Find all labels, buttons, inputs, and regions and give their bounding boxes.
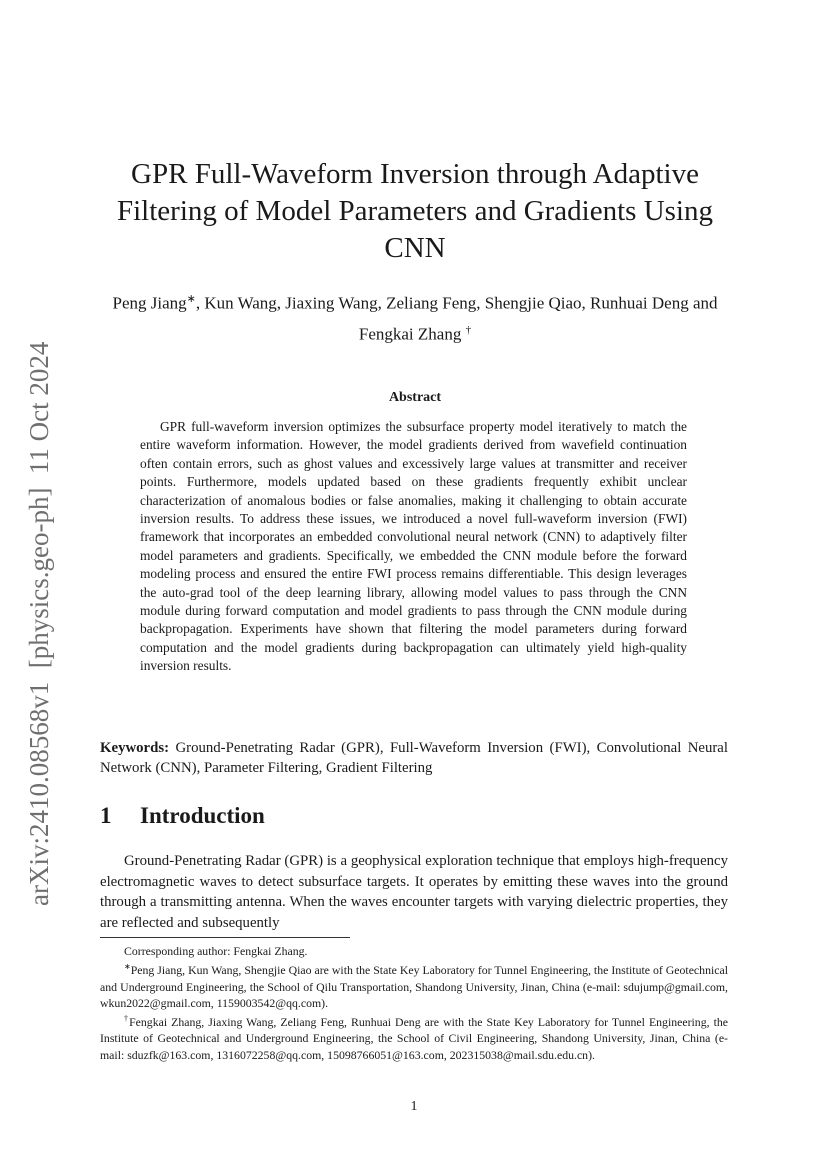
footnote-2-mark: † xyxy=(124,1014,130,1024)
paper-title: GPR Full-Waveform Inversion through Adaptive Filtering of Model Parameters and Gradients Using CNN xyxy=(117,158,713,264)
footnote-affiliation-2 xyxy=(100,1011,728,1063)
section-heading xyxy=(100,803,265,829)
footnote-mark-star: ∗ xyxy=(186,293,196,305)
keywords-label: Keywords: xyxy=(100,740,170,756)
first-author: Peng Jiang xyxy=(112,293,187,313)
section-title: Introduction xyxy=(140,803,265,828)
footnote-1-mark: ∗ xyxy=(124,962,131,972)
arxiv-side-stamp xyxy=(10,330,60,910)
footnote-1-text: Peng Jiang, Kun Wang, Shengjie Qiao are with the State Key Laboratory for Tunnel Engineering, the Institute of Geotechnical and Underground Engineering, the School of Qilu Transportation, Shandong University, Jinan, China (e-mail: sdujump@gmail.com, wkun2022@gmail.com, 1159003542@qq.com). xyxy=(100,963,728,1010)
keywords-line xyxy=(100,738,728,778)
arxiv-identifier: arXiv:2410.08568v1 [physics.geo-ph] 11 Oct 2024 xyxy=(24,341,54,906)
keywords-text: Ground-Penetrating Radar (GPR), Full-Waveform Inversion (FWI), Convolutional Neural Network (CNN), Parameter Filtering, Gradient Filtering xyxy=(100,740,728,776)
arxiv-stamp-graphic xyxy=(10,330,60,910)
author-list xyxy=(100,286,730,347)
introduction-paragraph: Ground-Penetrating Radar (GPR) is a geophysical exploration technique that employs high-frequency electromagnetic waves to detect subsurface targets. It operates by emitting these waves into the ground through a transmitting antenna. When the waves encounter targets with varying dielectric properties, they are reflected and subsequently xyxy=(100,853,728,931)
other-authors: , Kun Wang, Jiaxing Wang, Zeliang Feng, Shengjie Qiao, Runhuai Deng and Fengkai Zhang xyxy=(195,293,718,344)
footnote-2-text: Fengkai Zhang, Jiaxing Wang, Zeliang Feng, Runhuai Deng are with the State Key Laboratory for Tunnel Engineering, the Institute of Geotechnical and Underground Engineering, the School of Civil Engineering, Shandong University, Jinan, China (e-mail: sduzfk@163.com, 1316072258@qq.com, 15098766051@163.com, 202315038@mail.sdu.edu.cn). xyxy=(100,1015,728,1062)
page-number: 1 xyxy=(410,1099,418,1114)
section-number: 1 xyxy=(100,803,112,828)
abstract-heading: Abstract xyxy=(388,390,442,405)
footnote-affiliation-1 xyxy=(100,959,728,1011)
footnote-mark-dagger: † xyxy=(465,323,472,336)
footnotes xyxy=(100,943,728,1063)
abstract-body: GPR full-waveform inversion optimizes the subsurface property model iteratively to match the entire waveform information. However, the model gradients derived from wavefield continuation often contain errors, such as ghost values and excessively large values at transmitter and receiver points. Furthermore, models updated based on these gradients frequently exhibit unclear characterization of anomalous bodies or false anomalies, making it challenging to obtain accurate inversion results. To address these issues, we introduced a novel full-waveform inversion (FWI) framework that incorporates an embedded convolutional neural network (CNN) to adaptively filter model parameters and gradients. Specifically, we embedded the CNN module before the forward modeling process and ensured the entire FWI process remains differentiable. This design leverages the auto-grad tool of the deep learning library, allowing model values to pass through the CNN module during forward computation and model gradients to pass through the CNN module during backpropagation. Experiments have shown that filtering the model parameters during forward computation and the model gradients during backpropagation can ultimately yield high-quality inversion results. xyxy=(140,419,687,674)
footnote-divider xyxy=(100,937,350,938)
corresponding-author-note: Corresponding author: Fengkai Zhang. xyxy=(124,944,308,958)
